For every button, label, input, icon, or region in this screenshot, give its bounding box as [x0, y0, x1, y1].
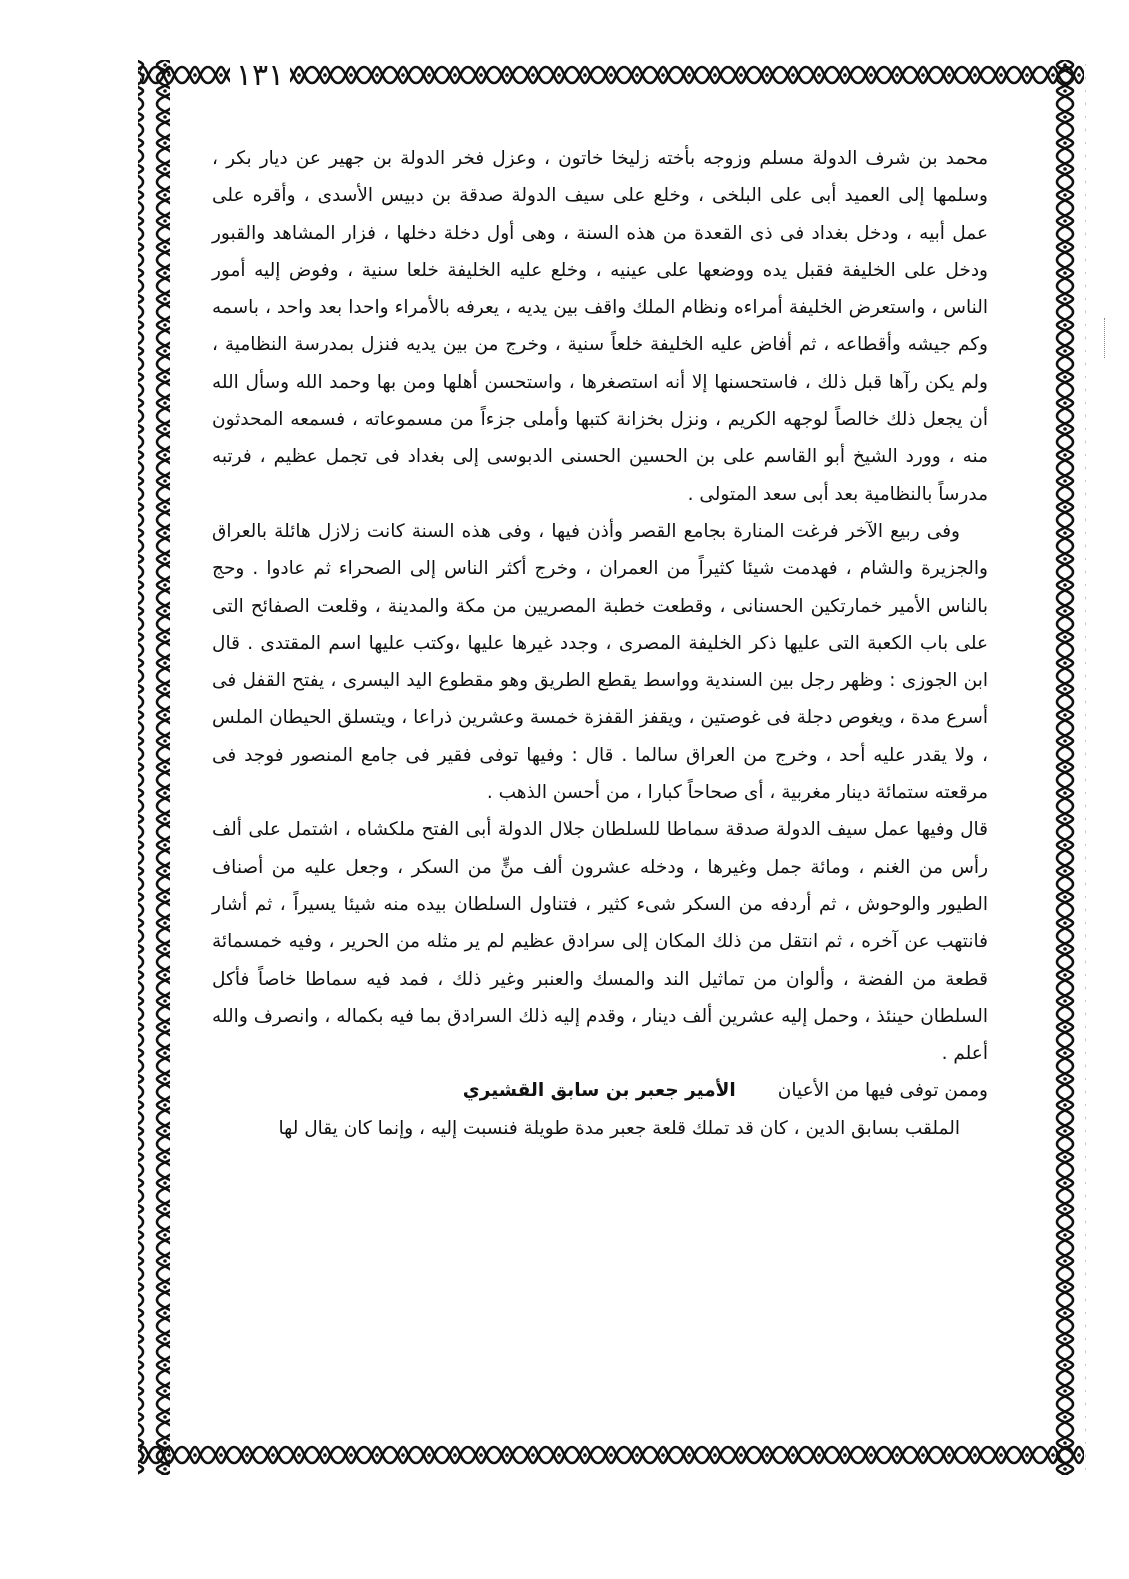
obituary-intro: وممن توفى فيها من الأعيان	[777, 1080, 988, 1102]
paragraph: وفى ربيع الآخر فرغت المنارة بجامع القصر وأذن فيها ، وفى هذه السنة كانت زلازل هائلة بالعراق والجزيرة والشام ، فهدمت شيئا كثيراً من العمران ، وخرج أكثر الناس إلى الصحراء ثم عادوا . وحج بالناس الأمير خمارتكين الحسنانى ، وقطعت خطبة المصريين من مكة والمدينة ، وقلعت الصفائح التى على باب الكعبة التى عليها ذكر الخليفة المصرى ، وجدد غيرها عليها ،وكتب عليها اسم المقتدى . قال ابن الجوزى : وظهر رجل بين السندية وواسط يقطع الطريق وهو مقطوع اليد اليسرى ، يفتح القفل فى أسرع مدة ، ويغوص دجلة فى غوصتين ، ويقفز القفزة خمسة وعشرين ذراعا ، ويتسلق الحيطان الملس ، ولا يقدر عليه أحد ، وخرج من العراق سالما . قال : وفيها توفى فقير فى جامع المنصور فوجد فى مرقعته ستمائة دينار مغربية ، أى صحاحاً كبارا ، من أحسن الذهب .	[212, 520, 988, 804]
paragraph: قال وفيها عمل سيف الدولة صدقة سماطا للسلطان جلال الدولة أبى الفتح ملكشاه ، اشتمل على ألف رأس من الغنم ، ومائة جمل وغيرها ، ودخله عشرون ألف منٍّ من السكر ، وجعل عليه من أصناف الطيور والوحوش ، ثم أردفه من السكر شىء كثير ، فتناول السلطان بيده منه شيئا يسيراً ، ثم أشار فانتهب عن آخره ، ثم انتقل من ذلك المكان إلى سرادق عظيم لم ير مثله من الحرير ، وفيه خمسمائة قطعة من الفضة ، وألوان من تماثيل الند والمسك والعنبر وغير ذلك ، فمد فيه سماطا خاصاً فأكل السلطان حينئذ ، وحمل إليه عشرين ألف دينار ، وقدم إليه ذلك السرادق بما فيه بكماله ، وانصرف والله أعلم .	[212, 819, 988, 1065]
obituary-name: الأمير جعبر بن سابق القشيري	[462, 1080, 736, 1102]
paragraph: الملقب بسابق الدين ، كان قد تملك قلعة جعبر مدة طويلة فنسبت إليه ، وإنما كان يقال لها	[278, 1117, 960, 1139]
main-text	[212, 140, 988, 1147]
margin-mark	[1104, 318, 1109, 358]
obituary-heading	[212, 1072, 988, 1109]
page-number: ١٣١	[230, 56, 290, 96]
paragraph: محمد بن شرف الدولة مسلم وزوجه بأخته زليخا خاتون ، وعزل فخر الدولة بن جهير عن ديار بكر ، وسلمها إلى العميد أبى على البلخى ، وخلع على سيف الدولة صدقة بن دبيس الأسدى ، وأقره على عمل أبيه ، ودخل بغداد فى ذى القعدة من هذه السنة ، وهى أول دخلة دخلها ، فزار المشاهد والقبور ودخل على الخليفة فقبل يده ووضعها على عينيه ، وخلع عليه الخليفة خلعا سنية ، وفوض إليه أمور الناس ، واستعرض الخليفة أمراءه ونظام الملك واقف بين يديه ، يعرفه بالأمراء واحدا بعد واحد ، باسمه وكم جيشه وأقطاعه ، ثم أفاض عليه الخليفة خلعاً سنية ، وخرج من بين يديه فنزل بمدرسة النظامية ، ولم يكن رآها قبل ذلك ، فاستحسنها إلا أنه استصغرها ، واستحسن أهلها ومن بها وحمد الله وسأل الله أن يجعل ذلك خالصاً لوجهه الكريم ، ونزل بخزانة كتبها وأملى جزءاً من مسموعاته ، فسمعه المحدثون منه ، وورد الشيخ أبو القاسم على بن الحسين الحسنى الدبوسى إلى بغداد فى تجمل عظيم ، فرتبه مدرساً بالنظامية بعد أبى سعد المتولى .	[212, 148, 988, 505]
